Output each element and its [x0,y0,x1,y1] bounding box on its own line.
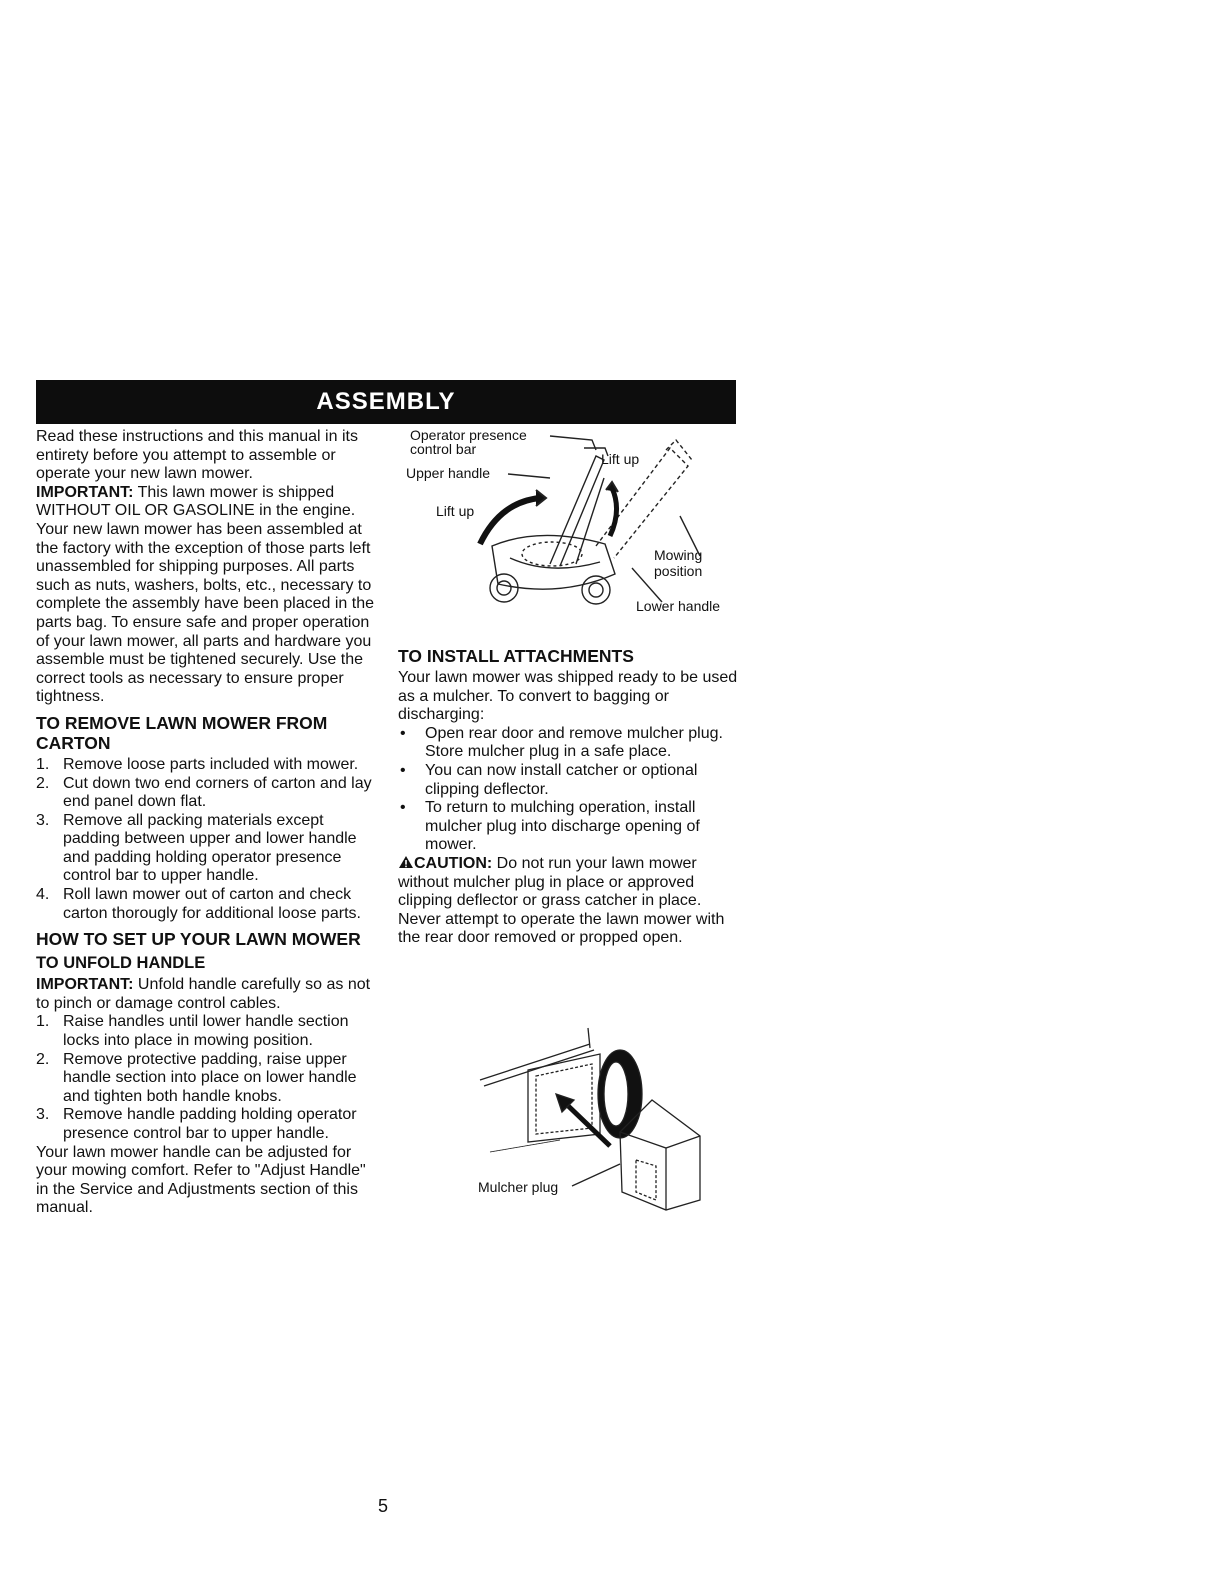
step-number: 3. [36,811,50,829]
list-item [36,812,376,886]
handle-adjust-paragraph: Your lawn mower handle can be adjusted for your mowing comfort. Refer to "Adjust Handle" in the Service and Adjustments section of this manual. [36,1143,366,1217]
list-item [398,762,740,799]
list-item [36,775,376,812]
step-number: 1. [36,1013,50,1031]
bullet-text: To return to mulching operation, install mulcher plug into discharge opening of mower. [425,799,700,854]
setup-heading: HOW TO SET UP YOUR LAWN MOWER [36,929,361,950]
warning-triangle-icon [398,855,414,869]
list-item [36,1013,376,1050]
mowing-label-line2: position [654,563,703,579]
step-number: 4. [36,886,50,904]
step-text: Remove all packing materials except padding between upper and lower handle and padding holding operator presence control bar to upper handle. [63,811,357,885]
list-item [36,1051,376,1107]
step-number: 2. [36,1050,50,1068]
left-column [36,428,376,1218]
step-text: Raise handles until lower handle section locks into place in mowing position. [63,1013,349,1050]
remove-steps-list [36,756,376,923]
section-banner: ASSEMBLY [36,380,736,424]
unfold-important-note [36,976,376,1013]
unfold-steps-list [36,1013,376,1143]
caution-label: CAUTION: [414,854,493,872]
step-number: 3. [36,1106,50,1124]
list-item [398,725,740,762]
page-number: 5 [378,1496,389,1516]
step-text: Remove protective padding, raise upper handle section into place on lower handle and tighten both handle knobs. [63,1050,357,1105]
important-text: This lawn mower is shipped WITHOUT OIL OR GASOLINE in the engine. [36,483,356,520]
lift-up-left-label: Lift up [436,503,475,519]
operator-label-line1: Operator presence [410,427,527,443]
important-label: IMPORTANT: [36,483,134,501]
operator-label-line2: control bar [410,441,477,457]
attachments-intro: Your lawn mower was shipped ready to be used as a mulcher. To convert to bagging or discharging: [398,669,738,724]
bullet-dot: • [400,724,406,742]
intro-paragraph: Read these instructions and this manual in its entirety before you attempt to assemble or operate your new lawn mower. [36,428,358,483]
bullet-text: You can now install catcher or optional clipping deflector. [425,761,698,798]
caution-paragraph [398,855,740,948]
attachments-heading: TO INSTALL ATTACHMENTS [398,646,634,666]
bullet-dot: • [400,761,406,779]
assembly-paragraph: Your new lawn mower has been assembled at the factory with the exception of those parts left unassembled for shipping purposes. All parts such as nuts, washers, bolts, etc., necessary to complete the assembly have been placed in the parts bag. To ensure safe and proper operation of your lawn mower, all parts and hardware you assemble must be tightened securely. Use the correct tools as necessary to ensure proper tightness. [36,520,374,706]
important-label: IMPORTANT: [36,976,134,994]
caution-text: Do not run your lawn mower without mulcher plug in place or approved clipping deflector or grass catcher in place. Never attempt to operate the lawn mower with the rear door removed or propped open. [398,854,725,947]
list-item [36,1106,376,1143]
handle-figure [400,426,740,626]
list-item [36,886,376,923]
mowing-label-line1: Mowing [654,547,703,563]
step-number: 1. [36,755,50,773]
mulcher-plug-figure [470,1024,720,1224]
step-text: Roll lawn mower out of carton and check carton thorougly for additional loose parts. [63,886,361,922]
step-number: 2. [36,774,50,792]
step-text: Remove handle padding holding operator presence control bar to upper handle. [63,1106,357,1142]
step-text: Remove loose parts included with mower. [63,755,359,773]
upper-handle-label: Upper handle [406,465,491,481]
remove-heading: TO REMOVE LAWN MOWER FROM CARTON [36,712,328,753]
lower-handle-label: Lower handle [636,598,721,614]
bullet-dot: • [400,799,406,817]
unfold-subheading: TO UNFOLD HANDLE [36,954,206,973]
important-text: Unfold handle carefully so as not to pinch or damage control cables. [36,976,371,1012]
right-column [398,646,740,948]
lift-up-right-label: Lift up [601,451,640,467]
important-note [36,484,376,521]
mulcher-plug-label: Mulcher plug [478,1179,559,1195]
bullet-text: Open rear door and remove mulcher plug. Store mulcher plug in a safe place. [425,724,723,761]
list-item [398,799,740,855]
attachments-bullets [398,725,740,855]
step-text: Cut down two end corners of carton and lay end panel down flat. [63,774,372,811]
list-item [36,756,376,775]
